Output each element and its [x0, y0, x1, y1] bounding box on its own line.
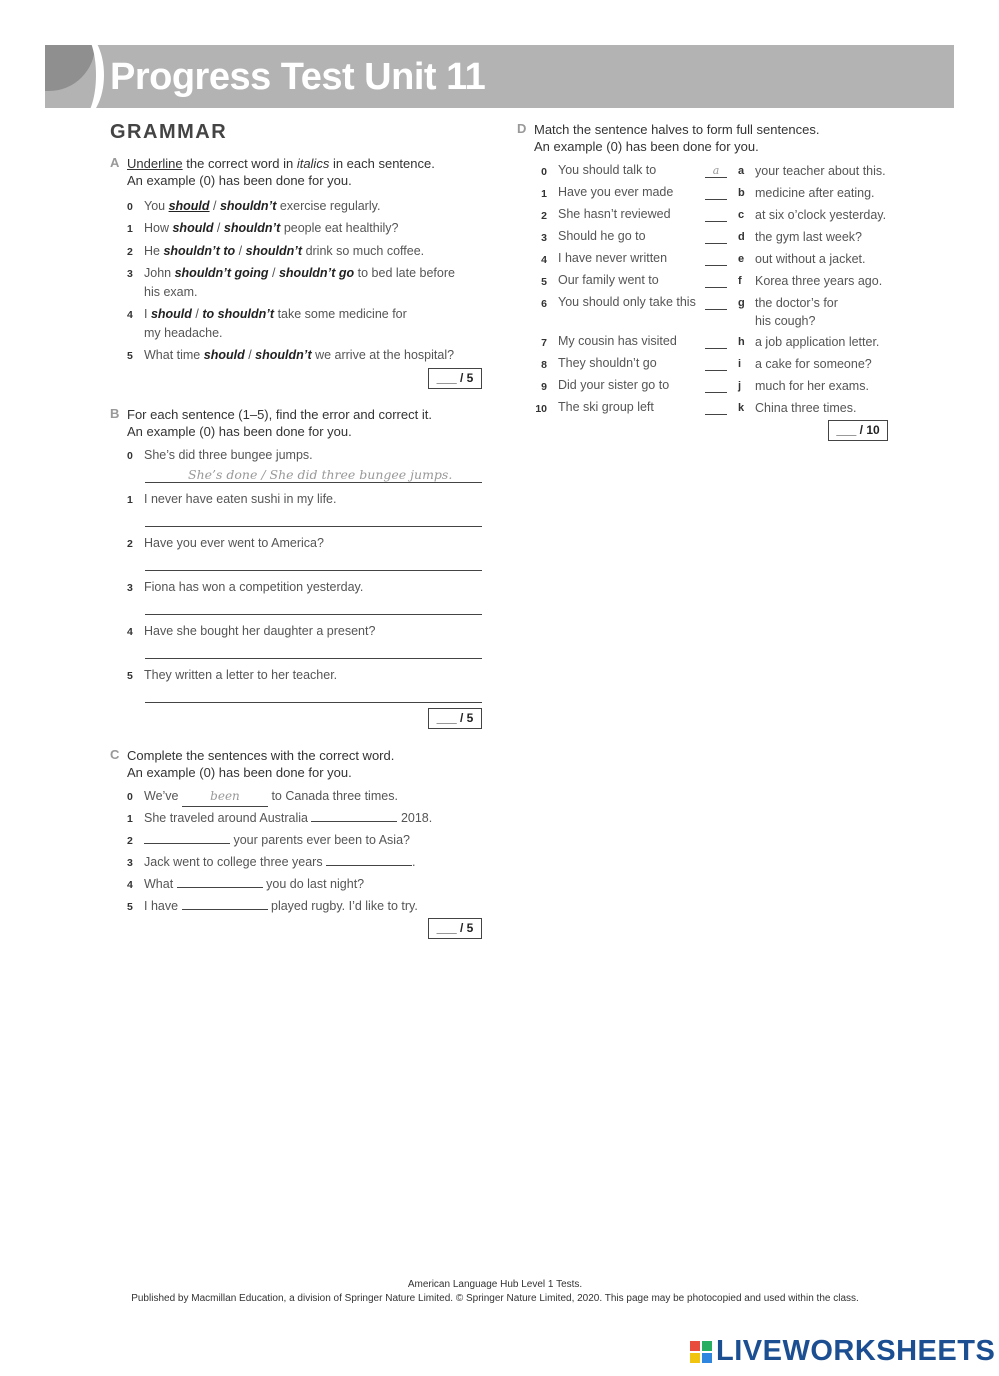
section-c-sentence: What you do last night? [144, 877, 365, 891]
footer-line-2: Published by Macmillan Education, a division of Springer Nature Limited. © Springer Nature Limited, 2020. This page may be photocopied and used within the class. [131, 1293, 859, 1304]
section-d-item-number: 2 [541, 210, 547, 222]
option-2[interactable]: shouldn’t go [278, 266, 355, 280]
match-blank[interactable] [705, 252, 727, 266]
section-b-item-number: 5 [127, 670, 133, 682]
match-blank[interactable] [705, 274, 727, 288]
section-a-item-number: 3 [127, 268, 133, 280]
section-c-item-number: 1 [127, 813, 133, 825]
option-1[interactable]: should [168, 199, 210, 213]
section-d-option-letter: h [738, 336, 745, 348]
section-b-item-number: 3 [127, 582, 133, 594]
section-d-option-letter: k [738, 402, 745, 414]
section-b-item-number: 1 [127, 494, 133, 506]
section-c-item-number: 0 [127, 791, 133, 803]
option-2[interactable]: shouldn’t [219, 199, 277, 213]
section-a-item: I should / to shouldn’t take some medicine for my headache. [144, 307, 407, 340]
sentence-first-half: They shouldn’t go [558, 356, 657, 370]
section-a-item: John shouldn’t going / shouldn’t go to bed late before his exam. [144, 266, 455, 299]
page-title: Progress Test Unit 11 [110, 56, 486, 98]
section-b-sentence: Fiona has won a competition yesterday. [144, 580, 364, 594]
section-d-item-number: 10 [535, 403, 547, 415]
logo-grid-icon [690, 1341, 712, 1363]
section-d-option-letter: g [738, 297, 745, 309]
sentence-second-half: much for her exams. [755, 379, 869, 393]
option-1[interactable]: should [203, 348, 245, 362]
sentence-second-half: medicine after eating. [755, 186, 875, 200]
sentence-first-half: Have you ever made [558, 185, 674, 199]
section-d-option-letter: e [738, 253, 745, 265]
sentence-first-half: I have never written [558, 251, 668, 265]
answer-line[interactable] [145, 702, 482, 703]
section-b-item-number: 2 [127, 538, 133, 550]
match-blank[interactable] [705, 296, 727, 310]
section-d-item-number: 5 [541, 276, 547, 288]
match-blank[interactable] [705, 379, 727, 393]
match-blank[interactable] [705, 335, 727, 349]
section-d-option-letter: d [738, 231, 745, 243]
section-c-instructions: Complete the sentences with the correct word. An example (0) has been done for you. [127, 748, 395, 780]
answer-blank[interactable] [177, 875, 263, 888]
section-b-instructions: For each sentence (1–5), find the error and correct it. An example (0) has been done for you. [127, 407, 432, 439]
option-2[interactable]: shouldn’t [223, 221, 281, 235]
sentence-second-half: a job application letter. [755, 335, 880, 349]
section-d-score[interactable]: ___ / 10 [828, 420, 888, 441]
section-a-item-number: 1 [127, 223, 133, 235]
sentence-second-half: out without a jacket. [755, 252, 866, 266]
match-blank[interactable] [705, 208, 727, 222]
match-blank[interactable] [705, 230, 727, 244]
section-b-sentence: I never have eaten sushi in my life. [144, 492, 337, 506]
section-a-instructions: Underline the correct word in italics in each sentence. An example (0) has been done for you. [127, 156, 435, 188]
section-d-letter: D [517, 121, 527, 136]
sentence-first-half: Should he go to [558, 229, 646, 243]
sentence-second-half: Korea three years ago. [755, 274, 883, 288]
section-d-item-number: 4 [541, 254, 547, 266]
section-b-letter: B [110, 406, 120, 421]
section-a-item: You should / shouldn’t exercise regularly. [144, 199, 381, 213]
sentence-first-half: Our family went to [558, 273, 659, 287]
section-d-item-number: 0 [541, 166, 547, 178]
example-answer: been [182, 787, 268, 807]
section-a-item-number: 5 [127, 350, 133, 362]
answer-blank[interactable] [182, 897, 268, 910]
sentence-first-half: The ski group left [558, 400, 654, 414]
section-a-letter: A [110, 155, 120, 170]
section-c-item-number: 4 [127, 879, 133, 891]
section-d-item-number: 8 [541, 359, 547, 371]
section-c-item-number: 5 [127, 901, 133, 913]
sentence-first-half: My cousin has visited [558, 334, 677, 348]
section-d-option-letter: a [738, 165, 745, 177]
answer-blank[interactable] [326, 853, 412, 866]
section-d-item-number: 3 [541, 232, 547, 244]
section-c-item-number: 3 [127, 857, 133, 869]
section-c-sentence: She traveled around Australia 2018. [144, 811, 433, 825]
section-c-score[interactable]: ___ / 5 [428, 918, 482, 939]
sentence-second-half: the doctor’s for his cough? [755, 296, 838, 328]
section-heading: GRAMMAR [110, 121, 228, 143]
section-c-sentence: Jack went to college three years . [144, 855, 416, 869]
answer-blank[interactable] [311, 809, 397, 822]
section-b-sentence: Have she bought her daughter a present? [144, 624, 376, 638]
section-d-item-number: 7 [541, 337, 547, 349]
section-b-sentence: They written a letter to her teacher. [144, 668, 338, 682]
footer-line-1: American Language Hub Level 1 Tests. [407, 1279, 583, 1290]
sentence-second-half: the gym last week? [755, 230, 862, 244]
section-c-item-number: 2 [127, 835, 133, 847]
option-1[interactable]: should [150, 307, 192, 321]
answer-line[interactable] [145, 570, 482, 571]
option-1[interactable]: should [172, 221, 214, 235]
answer-line[interactable] [145, 614, 482, 615]
section-a-score[interactable]: ___ / 5 [428, 368, 482, 389]
section-c-sentence: I have played rugby. I’d like to try. [144, 899, 418, 913]
section-b-item-number: 0 [127, 450, 133, 462]
answer-line[interactable] [145, 526, 482, 527]
logo-text: LIVEWORKSHEETS [716, 1335, 996, 1367]
sentence-second-half: at six o’clock yesterday. [755, 208, 887, 222]
section-b-item-number: 4 [127, 626, 133, 638]
section-d-item-number: 9 [541, 381, 547, 393]
section-a-item: How should / shouldn’t people eat healthily? [144, 221, 399, 235]
section-b-score[interactable]: ___ / 5 [428, 708, 482, 729]
option-2[interactable]: to shouldn’t [202, 307, 275, 321]
answer-line[interactable] [145, 482, 482, 483]
section-d-instructions: Match the sentence halves to form full sentences. An example (0) has been done for you. [534, 122, 820, 154]
answer-blank[interactable] [144, 831, 230, 844]
section-d-item-number: 6 [541, 298, 547, 310]
option-2[interactable]: shouldn’t [245, 244, 303, 258]
answer-line[interactable] [145, 658, 482, 659]
banner-arc [54, 30, 104, 120]
option-1[interactable]: shouldn’t going [174, 266, 269, 280]
section-a-item: He shouldn’t to / shouldn’t drink so much coffee. [144, 244, 425, 258]
section-a-item-number: 0 [127, 201, 133, 213]
sentence-second-half: China three times. [755, 401, 857, 415]
section-c-sentence: your parents ever been to Asia? [144, 831, 410, 850]
sentence-first-half: She hasn’t reviewed [558, 207, 671, 221]
section-d-option-letter: b [738, 187, 745, 199]
section-a-item-number: 4 [127, 309, 133, 321]
section-d-option-letter: i [738, 358, 742, 370]
option-1[interactable]: shouldn’t to [163, 244, 236, 258]
sentence-first-half: You should only take this [558, 295, 696, 309]
section-a-item: What time should / shouldn’t we arrive at the hospital? [144, 348, 455, 362]
match-blank[interactable] [705, 401, 727, 415]
section-b-sentence: Have you ever went to America? [144, 536, 324, 550]
sentence-second-half: your teacher about this. [755, 164, 886, 178]
section-c-sentence: We’ve been to Canada three times. [144, 787, 398, 807]
sentence-second-half: a cake for someone? [755, 357, 872, 371]
section-d-option-letter: f [738, 275, 742, 287]
example-answer: She’s done / She did three bungee jumps. [188, 467, 453, 482]
section-a-item-number: 2 [127, 246, 133, 258]
sentence-first-half: Did your sister go to [558, 378, 670, 392]
section-d-option-letter: j [738, 380, 742, 392]
section-b-sentence: She’s did three bungee jumps. [144, 448, 313, 462]
section-d-item-number: 1 [541, 188, 547, 200]
option-2[interactable]: shouldn’t [255, 348, 312, 362]
section-c-letter: C [110, 747, 120, 762]
match-blank[interactable] [705, 186, 727, 200]
sentence-first-half: You should talk to [558, 163, 657, 177]
example-answer: a [705, 164, 727, 178]
match-blank[interactable] [705, 357, 727, 371]
section-d-option-letter: c [738, 209, 745, 221]
